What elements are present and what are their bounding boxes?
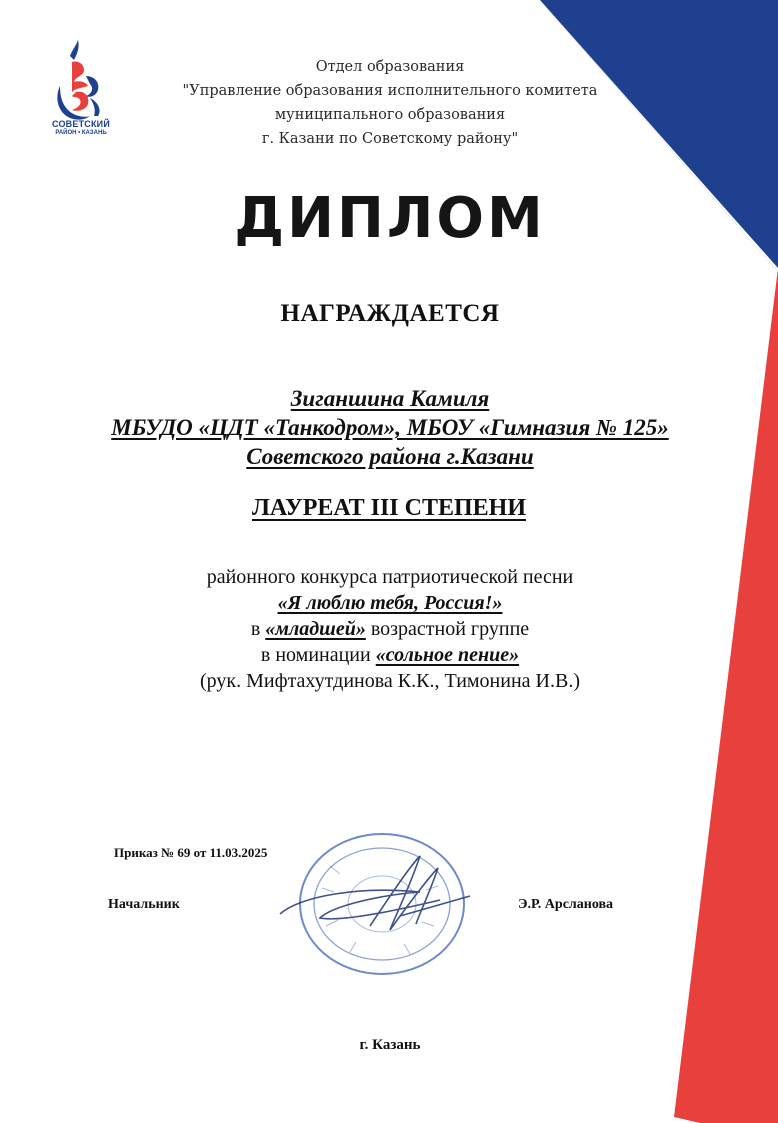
contest-description [70,564,710,694]
signer-position: Начальник [108,897,180,912]
document-title: ДИПЛОМ [234,186,546,251]
header-line-3: муниципального образования [274,107,506,123]
nomination-prefix: в номинации [260,644,371,666]
signer-name: Э.Р. Арсланова [518,897,614,912]
logo-title: СОВЕТСКИЙ [51,119,110,129]
recipient-name: Зиганшина Камиля [290,386,490,411]
age-group: «младшей» [265,618,366,640]
order-reference: Приказ № 69 от 11.03.2025 [114,845,268,860]
issuer-header [160,55,620,151]
contest-leaders: (рук. Мифтахутдинова К.К., Тимонина И.В.) [200,670,580,692]
signature-stroke [280,856,470,930]
contest-song: «Я люблю тебя, Россия!» [277,592,503,614]
awarded-heading: НАГРАЖДАЕТСЯ [280,300,500,327]
group-suffix: возрастной группе [370,618,530,640]
header-line-4: г. Казани по Советскому району" [261,131,519,147]
header-line-2: "Управление образования исполнительного комитета [182,83,598,99]
recipient-district: Советского района г.Казани [246,444,534,469]
nomination: «сольное пение» [375,644,520,666]
logo-subtitle: РАЙОН • КАЗАНЬ [55,130,107,136]
award-degree: ЛАУРЕАТ III СТЕПЕНИ [252,495,526,521]
recipient-organization: МБУДО «ЦДТ «Танкодром», МБОУ «Гимназия № 125» [111,415,669,440]
header-line-1: Отдел образования [315,59,465,75]
group-prefix: в [250,618,261,640]
recipient-block [30,384,750,471]
official-seal-icon [270,826,490,986]
city-footer: г. Казань [359,1037,421,1053]
contest-line: районного конкурса патриотической песни [206,566,574,588]
